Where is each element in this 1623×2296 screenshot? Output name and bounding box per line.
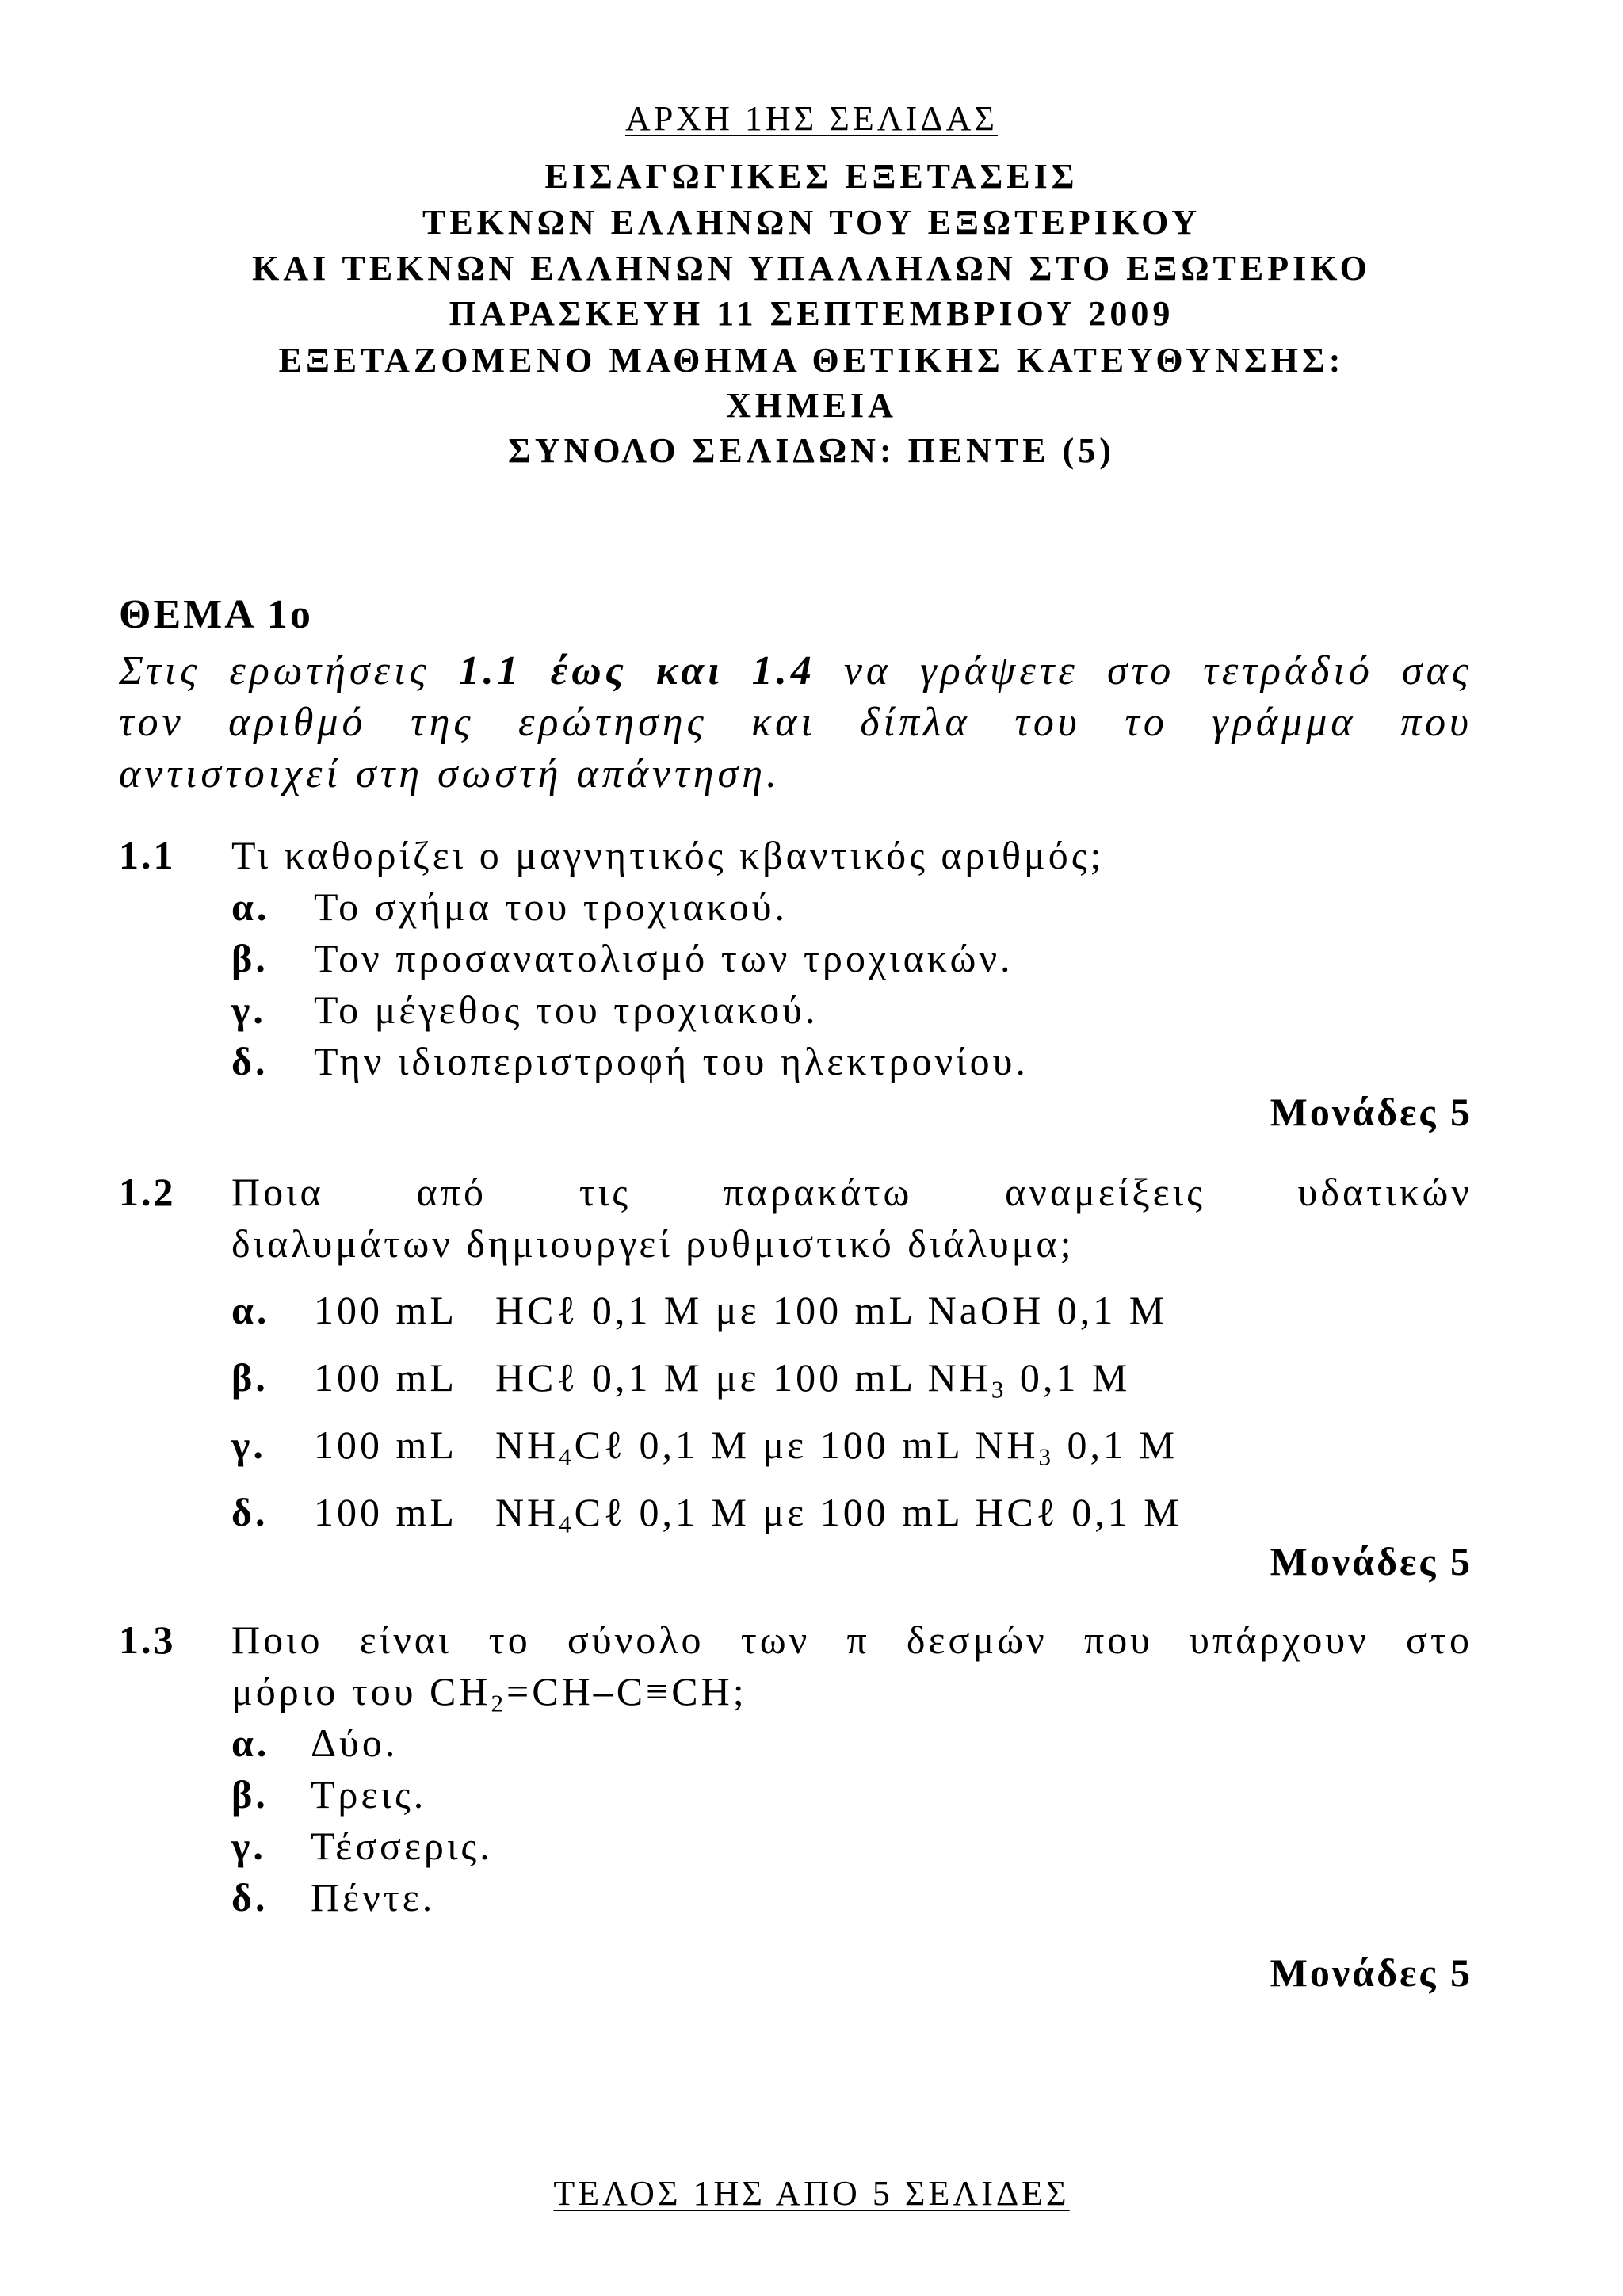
units-label: Μονάδες 5 <box>1270 1090 1472 1134</box>
option-label: α. <box>231 884 270 929</box>
subscript: 2 <box>491 1689 507 1717</box>
option-text: Το σχήμα του τροχιακού. <box>314 884 788 929</box>
formula-part-1: μόριο του CH <box>231 1669 491 1713</box>
question-number: 1.2 <box>119 1170 176 1214</box>
units-label: Μονάδες 5 <box>1270 1950 1472 1995</box>
question-text-line-2 <box>231 1668 1472 1717</box>
option-text: Το μέγεθος του τροχιακού. <box>314 988 819 1032</box>
option-label: δ. <box>231 1039 269 1083</box>
option-item <box>231 935 1014 981</box>
question-number: 1.1 <box>119 833 176 877</box>
option-item <box>231 1720 398 1766</box>
option-label: γ. <box>231 988 266 1032</box>
option-label: γ. <box>231 1423 266 1467</box>
title-line-3: ΚΑΙ ΤΕΚΝΩΝ ΕΛΛΗΝΩΝ ΥΠΑΛΛΗΛΩΝ ΣΤΟ ΕΞΩΤΕΡΙΚΟ <box>252 249 1371 288</box>
subscript: 4 <box>559 1442 575 1471</box>
option-text: Δύο. <box>311 1721 399 1765</box>
option-text-tail: Cℓ 0,1 M με 100 mL HCℓ 0,1 M <box>574 1490 1182 1534</box>
title-line-1: ΕΙΣΑΓΩΓΙΚΕΣ ΕΞΕΤΑΣΕΙΣ <box>544 157 1079 196</box>
option-label: α. <box>231 1288 270 1332</box>
option-volume: 100 mL <box>314 1355 457 1400</box>
question-text-line-1: Ποια από τις παρακάτω αναμείξεις υδατικών <box>231 1170 1472 1214</box>
formula-part-2: =CH–C≡CH; <box>506 1669 747 1713</box>
option-item <box>231 1038 1029 1084</box>
option-text-tail: 0,1 M <box>1006 1355 1131 1400</box>
option-item <box>231 1354 1131 1404</box>
question-text-line-2: διαλυμάτων δημιουργεί ρυθμιστικό διάλυμα; <box>231 1221 1075 1266</box>
option-item <box>231 987 818 1033</box>
question-text-line-1: Ποιο είναι το σύνολο των π δεσμών που υπάρχουν στο <box>231 1618 1472 1662</box>
option-item <box>231 1771 426 1817</box>
instructions-line-1 <box>119 648 1472 694</box>
option-label: α. <box>231 1721 270 1765</box>
option-item <box>231 1874 435 1920</box>
subscript: 3 <box>1038 1442 1055 1471</box>
option-item <box>231 1823 493 1869</box>
subscript: 4 <box>559 1510 575 1538</box>
option-text: Την ιδιοπεριστροφή του ηλεκτρονίου. <box>314 1039 1029 1083</box>
title-line-2: ΤΕΚΝΩΝ ΕΛΛΗΝΩΝ ΤΟΥ ΕΞΩΤΕΡΙΚΟΥ <box>422 203 1201 242</box>
option-text: Τον προσανατολισμό των τροχιακών. <box>314 936 1014 980</box>
instructions-part-1: Στις ερωτήσεις <box>119 648 459 693</box>
option-volume: 100 mL <box>314 1288 457 1332</box>
option-text: Πέντε. <box>311 1875 436 1920</box>
subscript: 3 <box>991 1375 1007 1404</box>
option-label: γ. <box>231 1824 266 1868</box>
instructions-part-2: να γράψετε στο τετράδιό σας <box>815 648 1472 693</box>
option-label: δ. <box>231 1875 269 1920</box>
option-volume: 100 mL <box>314 1490 457 1534</box>
option-label: β. <box>231 1355 269 1400</box>
question-number: 1.3 <box>119 1618 176 1662</box>
instructions-bold: 1.1 έως και 1.4 <box>458 648 815 693</box>
option-label: δ. <box>231 1490 269 1534</box>
instructions-line-3: αντιστοιχεί στη σωστή απάντηση. <box>119 751 781 797</box>
option-label: β. <box>231 936 269 980</box>
option-item <box>231 1422 1178 1471</box>
option-label: β. <box>231 1772 269 1817</box>
option-volume: 100 mL <box>314 1423 457 1467</box>
title-line-7: ΣΥΝΟΛΟ ΣΕΛΙΔΩΝ: ΠΕΝΤΕ (5) <box>508 431 1115 470</box>
page-footer: ΤΕΛΟΣ 1ΗΣ ΑΠΟ 5 ΣΕΛΙΔΕΣ <box>553 2174 1070 2213</box>
option-text-mid: Cℓ 0,1 M με 100 mL NH <box>574 1423 1039 1467</box>
option-text: NH <box>495 1490 559 1534</box>
option-text: HCℓ 0,1 M με 100 mL NaOH 0,1 M <box>495 1288 1168 1332</box>
page-header-top: ΑΡΧΗ 1ΗΣ ΣΕΛΙΔΑΣ <box>625 99 998 138</box>
option-text: Τρεις. <box>311 1772 427 1817</box>
title-line-5: ΕΞΕΤΑΖΟΜΕΝΟ ΜΑΘΗΜΑ ΘΕΤΙΚΗΣ ΚΑΤΕΥΘΥΝΣΗΣ: <box>278 341 1345 380</box>
section-title: ΘΕΜΑ 1ο <box>119 592 313 637</box>
question-text: Τι καθορίζει ο μαγνητικός κβαντικός αριθμός; <box>231 833 1105 877</box>
option-text-tail: 0,1 M <box>1054 1423 1178 1467</box>
units-label: Μονάδες 5 <box>1270 1539 1472 1584</box>
instructions-line-2: τον αριθμό της ερώτησης και δίπλα του το γράμμα που <box>119 700 1472 745</box>
option-text: Τέσσερις. <box>311 1824 493 1868</box>
option-text: HCℓ 0,1 M με 100 mL NH <box>495 1355 991 1400</box>
title-line-6: ΧΗΜΕΙΑ <box>726 386 897 425</box>
option-item <box>231 1287 1167 1333</box>
option-text: NH <box>495 1423 559 1467</box>
option-item <box>231 884 788 930</box>
title-line-4: ΠΑΡΑΣΚΕΥΗ 11 ΣΕΠΤΕΜΒΡΙΟΥ 2009 <box>449 294 1174 333</box>
option-item <box>231 1489 1182 1538</box>
